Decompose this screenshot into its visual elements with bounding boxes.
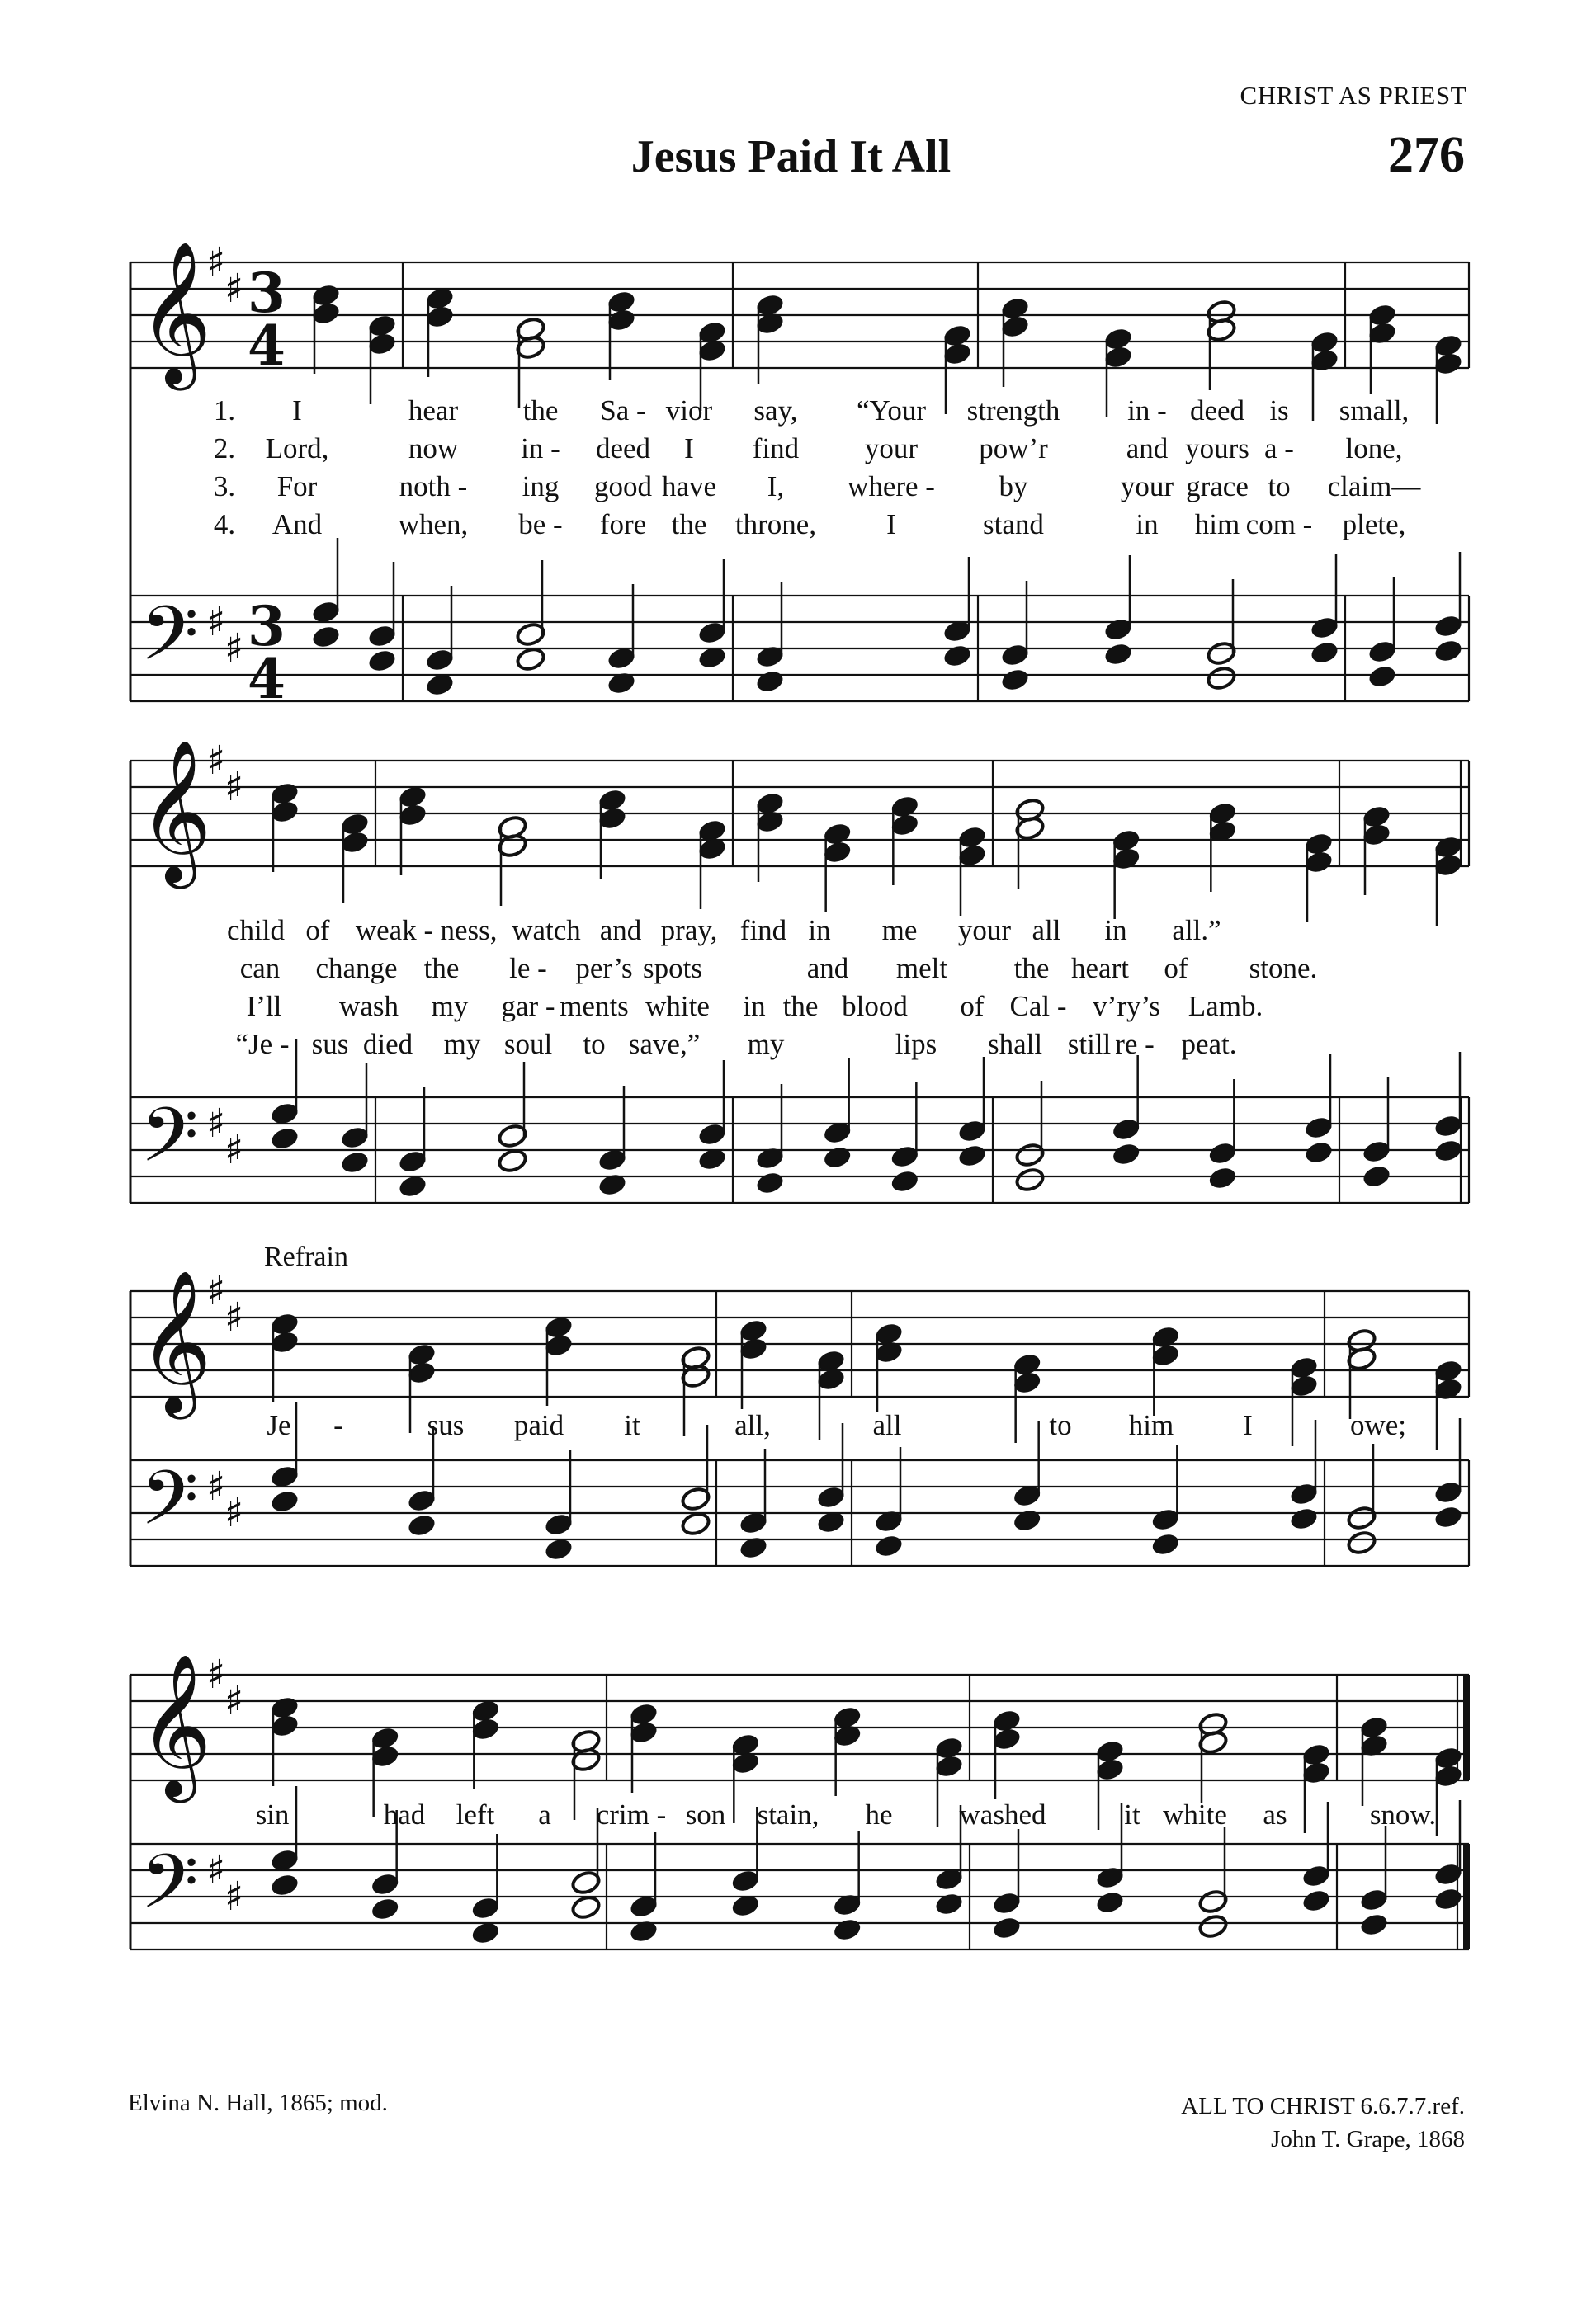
lyric-syllable: can	[239, 952, 281, 984]
bass-clef-icon: 𝄢	[140, 1454, 199, 1560]
time-signature: 3	[248, 594, 286, 658]
note-head	[1346, 1530, 1377, 1556]
note-head	[1012, 1507, 1043, 1534]
note-head	[1361, 1163, 1392, 1190]
lyric-syllable: watch	[512, 914, 581, 946]
refrain-label: Refrain	[264, 1242, 348, 1272]
time-signature: 3	[248, 261, 286, 325]
lyric-syllable: say,	[753, 394, 798, 427]
note-head	[1303, 1139, 1334, 1166]
lyric-syllable: the	[671, 508, 707, 540]
note-head	[832, 1916, 863, 1943]
note-head	[754, 1170, 786, 1196]
lyric-syllable: grace	[1186, 470, 1249, 502]
lyric-syllable: the	[782, 990, 819, 1022]
note-head	[1014, 1167, 1046, 1193]
sharp-icon: ♯	[224, 1678, 244, 1724]
tune-name: ALL TO CHRIST 6.6.7.7.ref.	[1181, 2093, 1465, 2119]
note-head	[1309, 639, 1340, 666]
note-head	[366, 648, 398, 674]
lyric-syllable: snow.	[1369, 1798, 1437, 1831]
lyric-syllable: noth -	[399, 470, 468, 502]
note-head	[269, 1488, 300, 1515]
lyric-syllable: deed	[1189, 394, 1245, 427]
lyric-syllable: and	[1126, 432, 1169, 464]
lyric-syllable: paid	[513, 1409, 564, 1441]
note-head	[1150, 1531, 1182, 1558]
note-head	[1207, 1165, 1239, 1191]
time-signature: 4	[248, 313, 286, 378]
lyric-line	[0, 508, 1582, 546]
lyric-syllable: to	[583, 1028, 606, 1060]
treble-clef-icon: 𝄞	[139, 1270, 212, 1413]
lyric-syllable: washed	[959, 1798, 1046, 1831]
lyric-syllable: save,”	[628, 1028, 701, 1060]
note-head	[370, 1896, 401, 1922]
hymn-number: 276	[1388, 127, 1465, 183]
lyric-line	[0, 914, 1582, 952]
lyric-syllable: now	[408, 432, 459, 464]
category-label: CHRIST AS PRIEST	[1240, 81, 1466, 110]
lyric-syllable: pray,	[660, 914, 718, 946]
note-head	[754, 668, 786, 695]
lyric-syllable: pow’r	[979, 432, 1048, 464]
lyric-syllable: your	[1120, 470, 1174, 502]
note-head	[1358, 1912, 1390, 1938]
tune-credits	[1181, 2090, 1465, 2156]
lyric-syllable: a -	[1264, 432, 1294, 464]
lyric-syllable: him	[1128, 1409, 1174, 1441]
lyric-syllable: of	[305, 914, 330, 946]
lyric-syllable: melt	[895, 952, 948, 984]
lyric-syllable: ing	[522, 470, 560, 502]
note-head	[1288, 1506, 1320, 1532]
lyric-syllable: sin	[255, 1798, 290, 1831]
verse-number: 2.	[213, 432, 236, 464]
sharp-icon: ♯	[206, 1268, 226, 1314]
lyric-syllable: good	[594, 470, 652, 502]
lyric-syllable: weak -	[355, 914, 434, 946]
lyric-syllable: by	[999, 470, 1028, 502]
sharp-icon: ♯	[224, 1294, 244, 1341]
lyric-syllable: change	[315, 952, 398, 984]
lyric-syllable: fore	[599, 508, 647, 540]
lyric-syllable: crim -	[596, 1798, 667, 1831]
note-head	[1433, 638, 1464, 664]
lyric-line	[0, 1028, 1582, 1066]
sharp-icon: ♯	[224, 1490, 244, 1536]
lyric-syllable: Cal -	[1009, 990, 1067, 1022]
lyric-syllable: And	[272, 508, 323, 540]
note-head	[1094, 1889, 1126, 1916]
lyric-syllable: white	[1163, 1798, 1227, 1831]
lyric-syllable: a	[538, 1798, 551, 1831]
lyric-syllable: my	[431, 990, 469, 1022]
lyric-syllable: yours	[1185, 432, 1249, 464]
lyric-line	[0, 432, 1582, 470]
lyric-syllable: I	[292, 394, 302, 427]
sharp-icon: ♯	[206, 1652, 226, 1698]
lyric-syllable: Je	[267, 1409, 291, 1441]
lyric-syllable: had	[383, 1798, 426, 1831]
sharp-icon: ♯	[224, 266, 244, 312]
lyric-syllable: shall	[987, 1028, 1043, 1060]
lyric-syllable: plete,	[1342, 508, 1406, 540]
lyric-syllable: small,	[1339, 394, 1410, 427]
lyric-line	[0, 952, 1582, 990]
note-head	[890, 1168, 921, 1195]
lyric-syllable: per’s	[575, 952, 633, 984]
lyric-syllable: Sa -	[600, 394, 646, 427]
note-head	[1433, 1886, 1464, 1912]
lyric-syllable: of	[1164, 952, 1188, 984]
note-head	[406, 1512, 437, 1539]
lyric-line	[0, 990, 1582, 1028]
lyric-syllable: child	[227, 914, 285, 946]
lyric-syllable: I	[1243, 1409, 1253, 1441]
lyric-syllable: in	[1104, 914, 1127, 946]
lyric-syllable: the	[423, 952, 460, 984]
note-head	[310, 624, 342, 650]
note-head	[1111, 1141, 1142, 1167]
lyric-syllable: your	[957, 914, 1012, 946]
lyric-syllable: it	[624, 1409, 640, 1441]
lyric-syllable: soul	[503, 1028, 553, 1060]
bass-clef-icon: 𝄢	[140, 1838, 199, 1944]
note-head	[570, 1894, 602, 1921]
note-head	[269, 1125, 300, 1152]
lyric-syllable: left	[456, 1798, 495, 1831]
lyric-syllable: the	[1013, 952, 1050, 984]
lyric-syllable: in	[743, 990, 766, 1022]
lyric-syllable: all	[872, 1409, 902, 1441]
note-head	[933, 1891, 965, 1917]
lyric-syllable: wash	[339, 990, 399, 1022]
lyric-syllable: throne,	[734, 508, 817, 540]
lyric-syllable: lips	[895, 1028, 937, 1060]
lyric-syllable: son	[685, 1798, 726, 1831]
sharp-icon: ♯	[206, 1847, 226, 1893]
note-head	[497, 1148, 528, 1174]
note-head	[1197, 1913, 1229, 1940]
lyric-syllable: claim—	[1327, 470, 1421, 502]
lyric-syllable: peat.	[1181, 1028, 1237, 1060]
lyric-syllable: of	[960, 990, 985, 1022]
lyric-syllable: stand	[983, 508, 1044, 540]
lyric-syllable: v’ry’s	[1093, 990, 1160, 1022]
lyric-syllable: find	[739, 914, 787, 946]
sharp-icon: ♯	[224, 1127, 244, 1173]
lyric-line	[0, 470, 1582, 508]
note-head	[942, 643, 973, 669]
music-credit: John T. Grape, 1868	[1271, 2126, 1465, 2152]
lyric-syllable: Lord,	[265, 432, 329, 464]
lyric-syllable: com -	[1245, 508, 1313, 540]
lyric-syllable: stone.	[1249, 952, 1318, 984]
lyric-syllable: my	[747, 1028, 785, 1060]
lyric-syllable: vior	[665, 394, 713, 427]
bass-clef-icon: 𝄢	[140, 590, 199, 695]
lyric-syllable: blood	[842, 990, 908, 1022]
note-head	[515, 646, 546, 672]
note-head	[680, 1511, 711, 1537]
lyric-syllable: I	[684, 432, 694, 464]
note-head	[873, 1533, 904, 1559]
lyric-syllable: Lamb.	[1188, 990, 1263, 1022]
lyric-syllable: my	[443, 1028, 481, 1060]
lyric-syllable: all,	[734, 1409, 771, 1441]
text-credit: Elvina N. Hall, 1865; mod.	[128, 2090, 388, 2116]
lyric-syllable: in	[808, 914, 831, 946]
note-head	[999, 667, 1031, 693]
sharp-icon: ♯	[206, 738, 226, 784]
lyric-syllable: the	[522, 394, 559, 427]
lyric-syllable: “Your	[857, 394, 926, 427]
lyric-syllable: sus	[311, 1028, 349, 1060]
lyric-syllable: I	[886, 508, 896, 540]
lyric-syllable: strength	[966, 394, 1060, 427]
lyric-syllable: in	[1136, 508, 1159, 540]
lyric-syllable: deed	[595, 432, 651, 464]
lyric-syllable: le -	[509, 952, 547, 984]
lyric-line	[0, 1409, 1582, 1447]
sharp-icon: ♯	[224, 1874, 244, 1920]
note-head	[1103, 641, 1134, 667]
sharp-icon: ♯	[206, 239, 226, 285]
lyric-syllable: to	[1049, 1409, 1072, 1441]
lyric-syllable: white	[645, 990, 710, 1022]
lyric-syllable: find	[752, 432, 800, 464]
lyric-line	[0, 394, 1582, 432]
sharp-icon: ♯	[206, 1464, 226, 1510]
note-head	[1206, 665, 1237, 691]
note-head	[822, 1144, 853, 1171]
lyric-syllable: and	[599, 914, 642, 946]
note-head	[1367, 663, 1398, 690]
lyric-syllable: spots	[643, 952, 702, 984]
lyric-syllable: died	[362, 1028, 413, 1060]
lyric-syllable: as	[1263, 1798, 1287, 1831]
lyric-syllable: is	[1269, 394, 1289, 427]
lyric-syllable: hear	[408, 394, 459, 427]
lyric-syllable: I’ll	[246, 990, 282, 1022]
treble-clef-icon: 𝄞	[139, 739, 212, 883]
lyric-syllable: to	[1268, 470, 1291, 502]
lyric-syllable: still	[1067, 1028, 1112, 1060]
lyric-syllable: be -	[518, 508, 563, 540]
lyric-syllable: in -	[521, 432, 560, 464]
lyric-syllable: and	[806, 952, 849, 984]
sharp-icon: ♯	[206, 1101, 226, 1147]
note-head	[1433, 1504, 1464, 1530]
hymn-title: Jesus Paid It All	[630, 131, 952, 182]
lyric-syllable: re -	[1115, 1028, 1155, 1060]
lyric-syllable: -	[333, 1409, 343, 1441]
lyric-syllable: ness,	[440, 914, 498, 946]
sharp-icon: ♯	[224, 625, 244, 672]
lyric-syllable: all.”	[1172, 914, 1221, 946]
treble-clef-icon: 𝄞	[139, 241, 212, 384]
lyric-syllable: me	[881, 914, 918, 946]
treble-clef-icon: 𝄞	[139, 1653, 212, 1797]
lyric-syllable: owe;	[1349, 1409, 1407, 1441]
lyric-syllable: in -	[1127, 394, 1167, 427]
note-head	[269, 1872, 300, 1898]
sharp-icon: ♯	[206, 599, 226, 645]
note-head	[1301, 1888, 1332, 1914]
lyric-syllable: when,	[398, 508, 469, 540]
verse-number: 4.	[213, 508, 236, 540]
lyric-syllable: have	[661, 470, 717, 502]
note-head	[1433, 1138, 1464, 1164]
lyric-syllable: heart	[1071, 952, 1129, 984]
lyric-syllable: your	[864, 432, 919, 464]
lyric-syllable: I,	[767, 470, 785, 502]
lyric-syllable: “Je -	[235, 1028, 290, 1060]
lyric-syllable: sus	[427, 1409, 465, 1441]
lyric-syllable: lone,	[1345, 432, 1403, 464]
bass-clef-icon: 𝄢	[140, 1091, 199, 1197]
verse-number: 1.	[213, 394, 236, 427]
note-head	[991, 1915, 1022, 1941]
lyric-syllable: stain,	[757, 1798, 819, 1831]
lyric-line	[0, 1798, 1582, 1836]
lyric-syllable: For	[276, 470, 318, 502]
verse-number: 3.	[213, 470, 236, 502]
note-head	[339, 1149, 371, 1176]
lyric-syllable: it	[1124, 1798, 1140, 1831]
lyric-syllable: ments	[560, 990, 629, 1022]
sharp-icon: ♯	[224, 764, 244, 810]
lyric-syllable: him	[1194, 508, 1240, 540]
lyric-syllable: gar -	[501, 990, 555, 1022]
lyric-syllable: where -	[848, 470, 935, 502]
lyric-syllable: all	[1032, 914, 1061, 946]
note-head	[956, 1143, 988, 1169]
time-signature: 4	[248, 647, 286, 711]
lyric-syllable: he	[865, 1798, 893, 1831]
